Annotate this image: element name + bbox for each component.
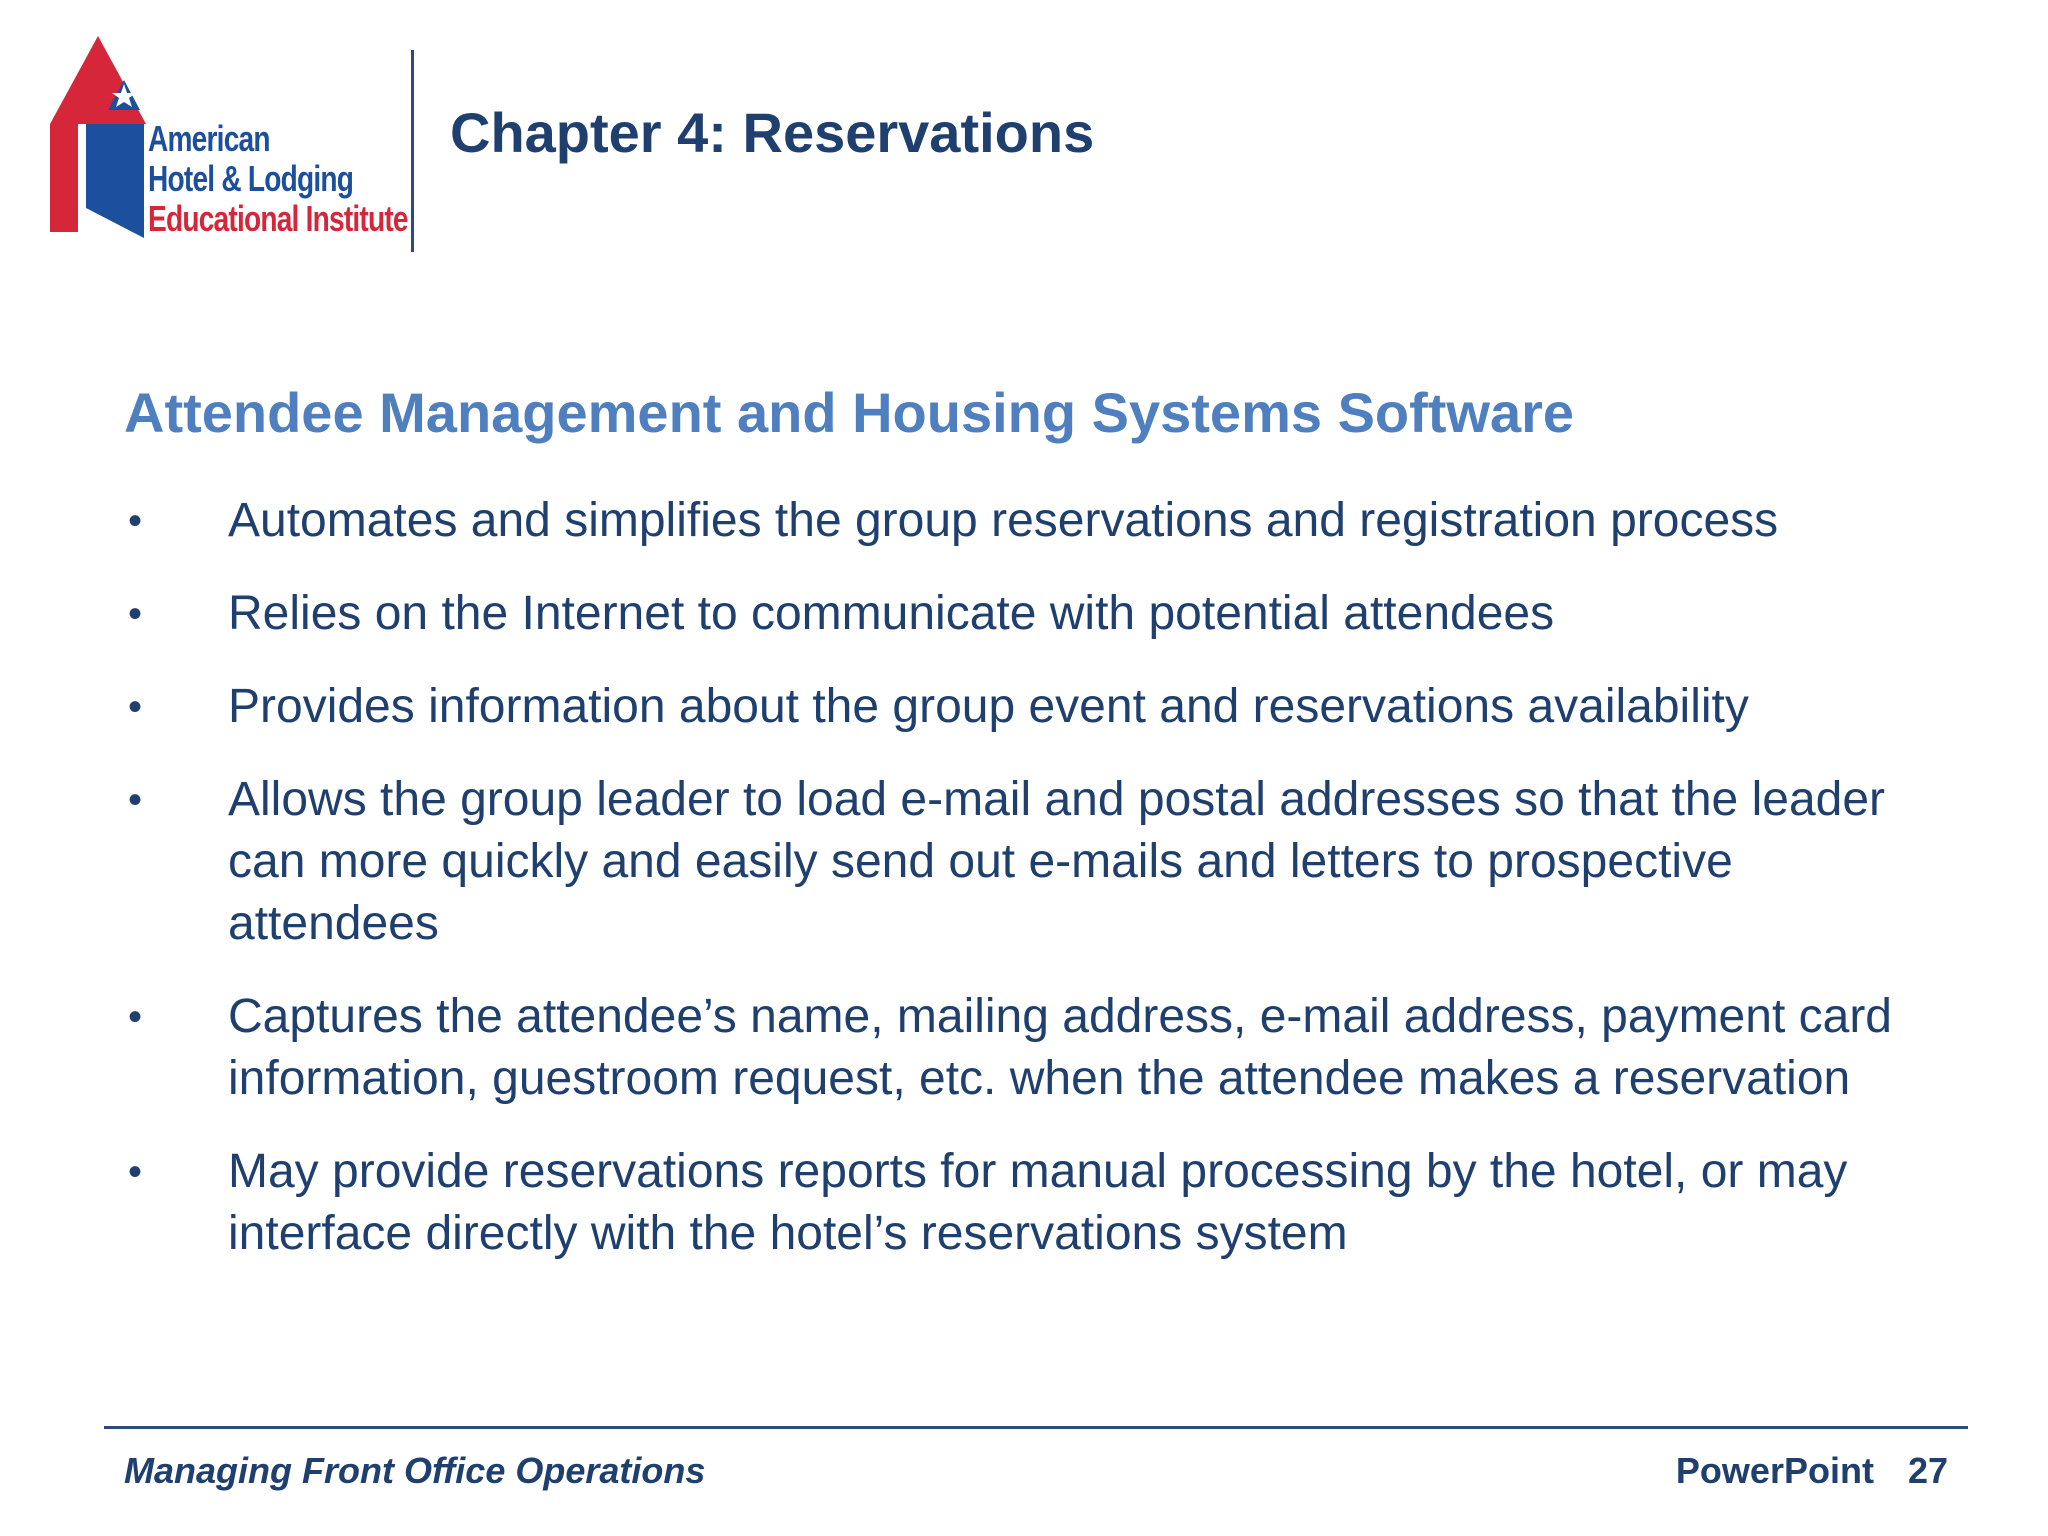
bullet-dot-icon: • xyxy=(128,1150,143,1194)
bullet-item xyxy=(124,490,1944,552)
logo-line-american: American xyxy=(148,118,270,159)
bullet-text: Allows the group leader to load e-mail and postal addresses so that the leader can more quickly and easily send out e-mails and letters to prospective attendees xyxy=(228,773,1886,950)
bullet-dot-icon: • xyxy=(128,995,143,1039)
bullet-text: May provide reservations reports for manual processing by the hotel, or may interface directly with the hotel’s reservations system xyxy=(228,1145,1848,1260)
logo-line-educational-institute: Educational Institute xyxy=(148,198,408,239)
bullet-list xyxy=(124,490,1944,1296)
bullet-dot-icon: • xyxy=(128,778,143,822)
bullet-item xyxy=(124,1141,1944,1265)
header-divider xyxy=(411,50,414,252)
logo-line-hotel-lodging: Hotel & Lodging xyxy=(148,158,354,199)
chapter-title: Chapter 4: Reservations xyxy=(450,101,1095,164)
slide-title: Attendee Management and Housing Systems Software xyxy=(124,381,1575,444)
bullet-dot-icon: • xyxy=(128,685,143,729)
bullet-item xyxy=(124,676,1944,738)
footer-right xyxy=(1676,1450,1948,1492)
bullet-item xyxy=(124,986,1944,1110)
bullet-text: Captures the attendee’s name, mailing address, e-mail address, payment card information, guestroom request, etc. when the attendee makes a reservation xyxy=(228,990,1892,1105)
bullet-text: Provides information about the group event and reservations availability xyxy=(228,680,1749,733)
bullet-text: Automates and simplifies the group reservations and registration process xyxy=(228,494,1779,547)
footer-format-label: PowerPoint xyxy=(1675,1450,1874,1491)
house-star-icon xyxy=(50,32,150,242)
footer-course-title: Managing Front Office Operations xyxy=(124,1450,706,1491)
bullet-dot-icon: • xyxy=(128,499,143,543)
bullet-text: Relies on the Internet to communicate with potential attendees xyxy=(228,587,1555,640)
bullet-dot-icon: • xyxy=(128,592,143,636)
footer-rule xyxy=(104,1426,1968,1429)
bullet-item xyxy=(124,769,1944,955)
bullet-item xyxy=(124,583,1944,645)
page-number: 27 xyxy=(1907,1450,1948,1491)
ahlei-logo xyxy=(50,32,408,242)
